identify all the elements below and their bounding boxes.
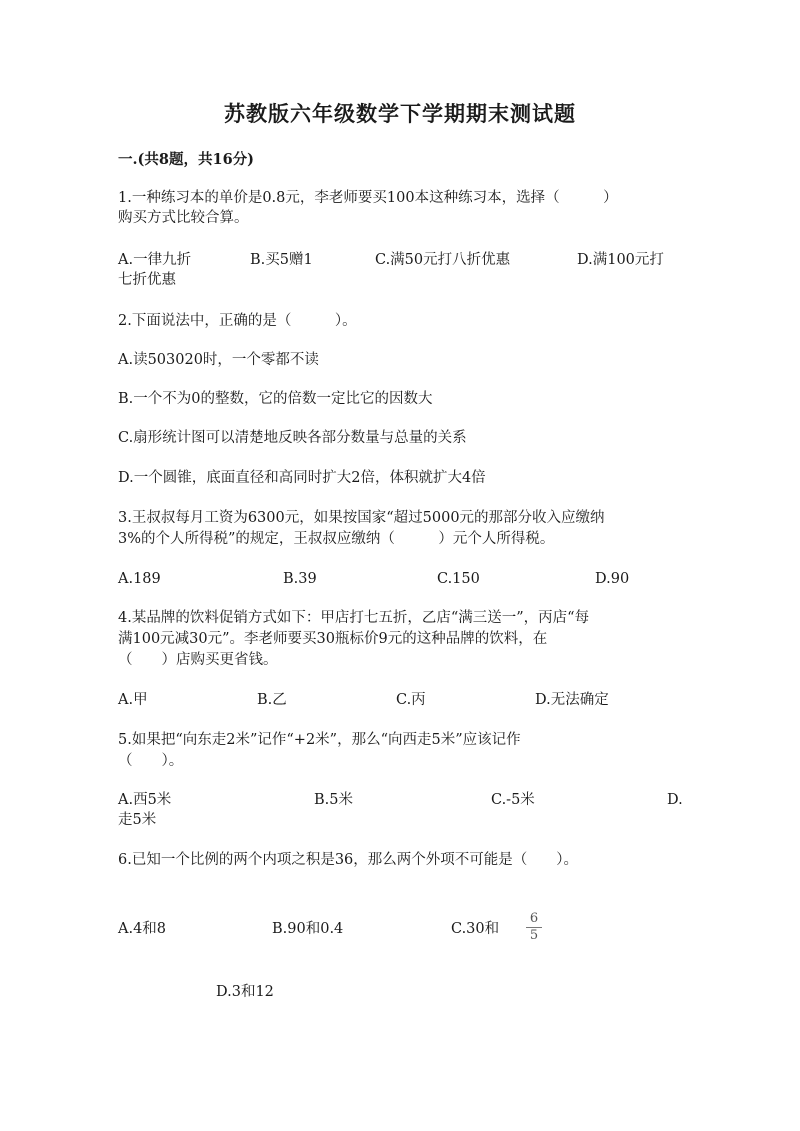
q5-option-b: B.5米 — [314, 792, 353, 808]
q4-stem-line2: 满100元减30元”。李老师要买30瓶标价9元的这种品牌的饮料，在 — [118, 631, 548, 647]
q5-option-c: C.-5米 — [491, 792, 535, 808]
q5-stem-line1: 5.如果把“向东走2米”记作“+2米”，那么“向西走5米”应该记作 — [118, 732, 521, 748]
q2-option-d: D.一个圆锥，底面直径和高同时扩大2倍，体积就扩大4倍 — [118, 470, 486, 486]
q6-option-c-fraction — [526, 912, 542, 943]
q3-option-b: B.39 — [283, 571, 317, 587]
q3-stem-line2: 3%的个人所得税”的规定，王叔叔应缴纳（ ）元个人所得税。 — [118, 531, 555, 547]
q3-option-a: A.189 — [118, 571, 161, 587]
page-title: 苏教版六年级数学下学期期末测试题 — [224, 101, 576, 126]
q4-option-c: C.丙 — [396, 692, 426, 708]
q4-option-a: A.甲 — [118, 692, 148, 708]
q6-option-c: C.30和 — [451, 921, 500, 937]
q1-option-d-line2: 七折优惠 — [118, 272, 176, 288]
q5-stem-line2: （ ）。 — [118, 753, 184, 769]
q1-option-c: C.满50元打八折优惠 — [375, 252, 511, 268]
fraction-denominator: 5 — [529, 928, 539, 943]
q1-stem-line2: 购买方式比较合算。 — [118, 210, 249, 226]
q3-option-c: C.150 — [437, 571, 480, 587]
q4-option-d: D.无法确定 — [535, 692, 609, 708]
q2-option-a: A.读503020时，一个零都不读 — [118, 352, 319, 368]
q1-option-d-line1: D.满100元打 — [577, 252, 664, 268]
q3-option-d: D.90 — [595, 571, 630, 587]
q4-stem-line3: （ ）店购买更省钱。 — [118, 652, 278, 668]
q2-option-c: C.扇形统计图可以清楚地反映各部分数量与总量的关系 — [118, 430, 467, 446]
q6-option-d: D.3和12 — [216, 984, 274, 1000]
q1-option-b: B.买5赠1 — [250, 252, 313, 268]
q5-option-a: A.西5米 — [118, 792, 172, 808]
section-heading: 一.(共8题，共16分) — [118, 151, 255, 168]
q1-option-a: A.一律九折 — [118, 252, 192, 268]
q4-stem-line1: 4.某品牌的饮料促销方式如下：甲店打七五折，乙店“满三送一”，丙店“每 — [118, 610, 590, 626]
q2-option-b: B.一个不为0的整数，它的倍数一定比它的因数大 — [118, 391, 433, 407]
q5-option-d-line2: 走5米 — [118, 812, 157, 828]
q5-option-d-line1: D. — [667, 792, 683, 808]
q6-option-b: B.90和0.4 — [272, 921, 344, 937]
q6-stem: 6.已知一个比例的两个内项之积是36，那么两个外项不可能是（ ）。 — [118, 852, 579, 868]
q1-stem-line1: 1.一种练习本的单价是0.8元，李老师要买100本这种练习本，选择（ ） — [118, 190, 618, 206]
q6-option-a: A.4和8 — [118, 921, 167, 937]
fraction-numerator: 6 — [529, 911, 539, 926]
q2-stem: 2.下面说法中，正确的是（ ）。 — [118, 313, 357, 329]
q4-option-b: B.乙 — [257, 692, 287, 708]
q3-stem-line1: 3.王叔叔每月工资为6300元，如果按国家“超过5000元的那部分收入应缴纳 — [118, 510, 605, 526]
